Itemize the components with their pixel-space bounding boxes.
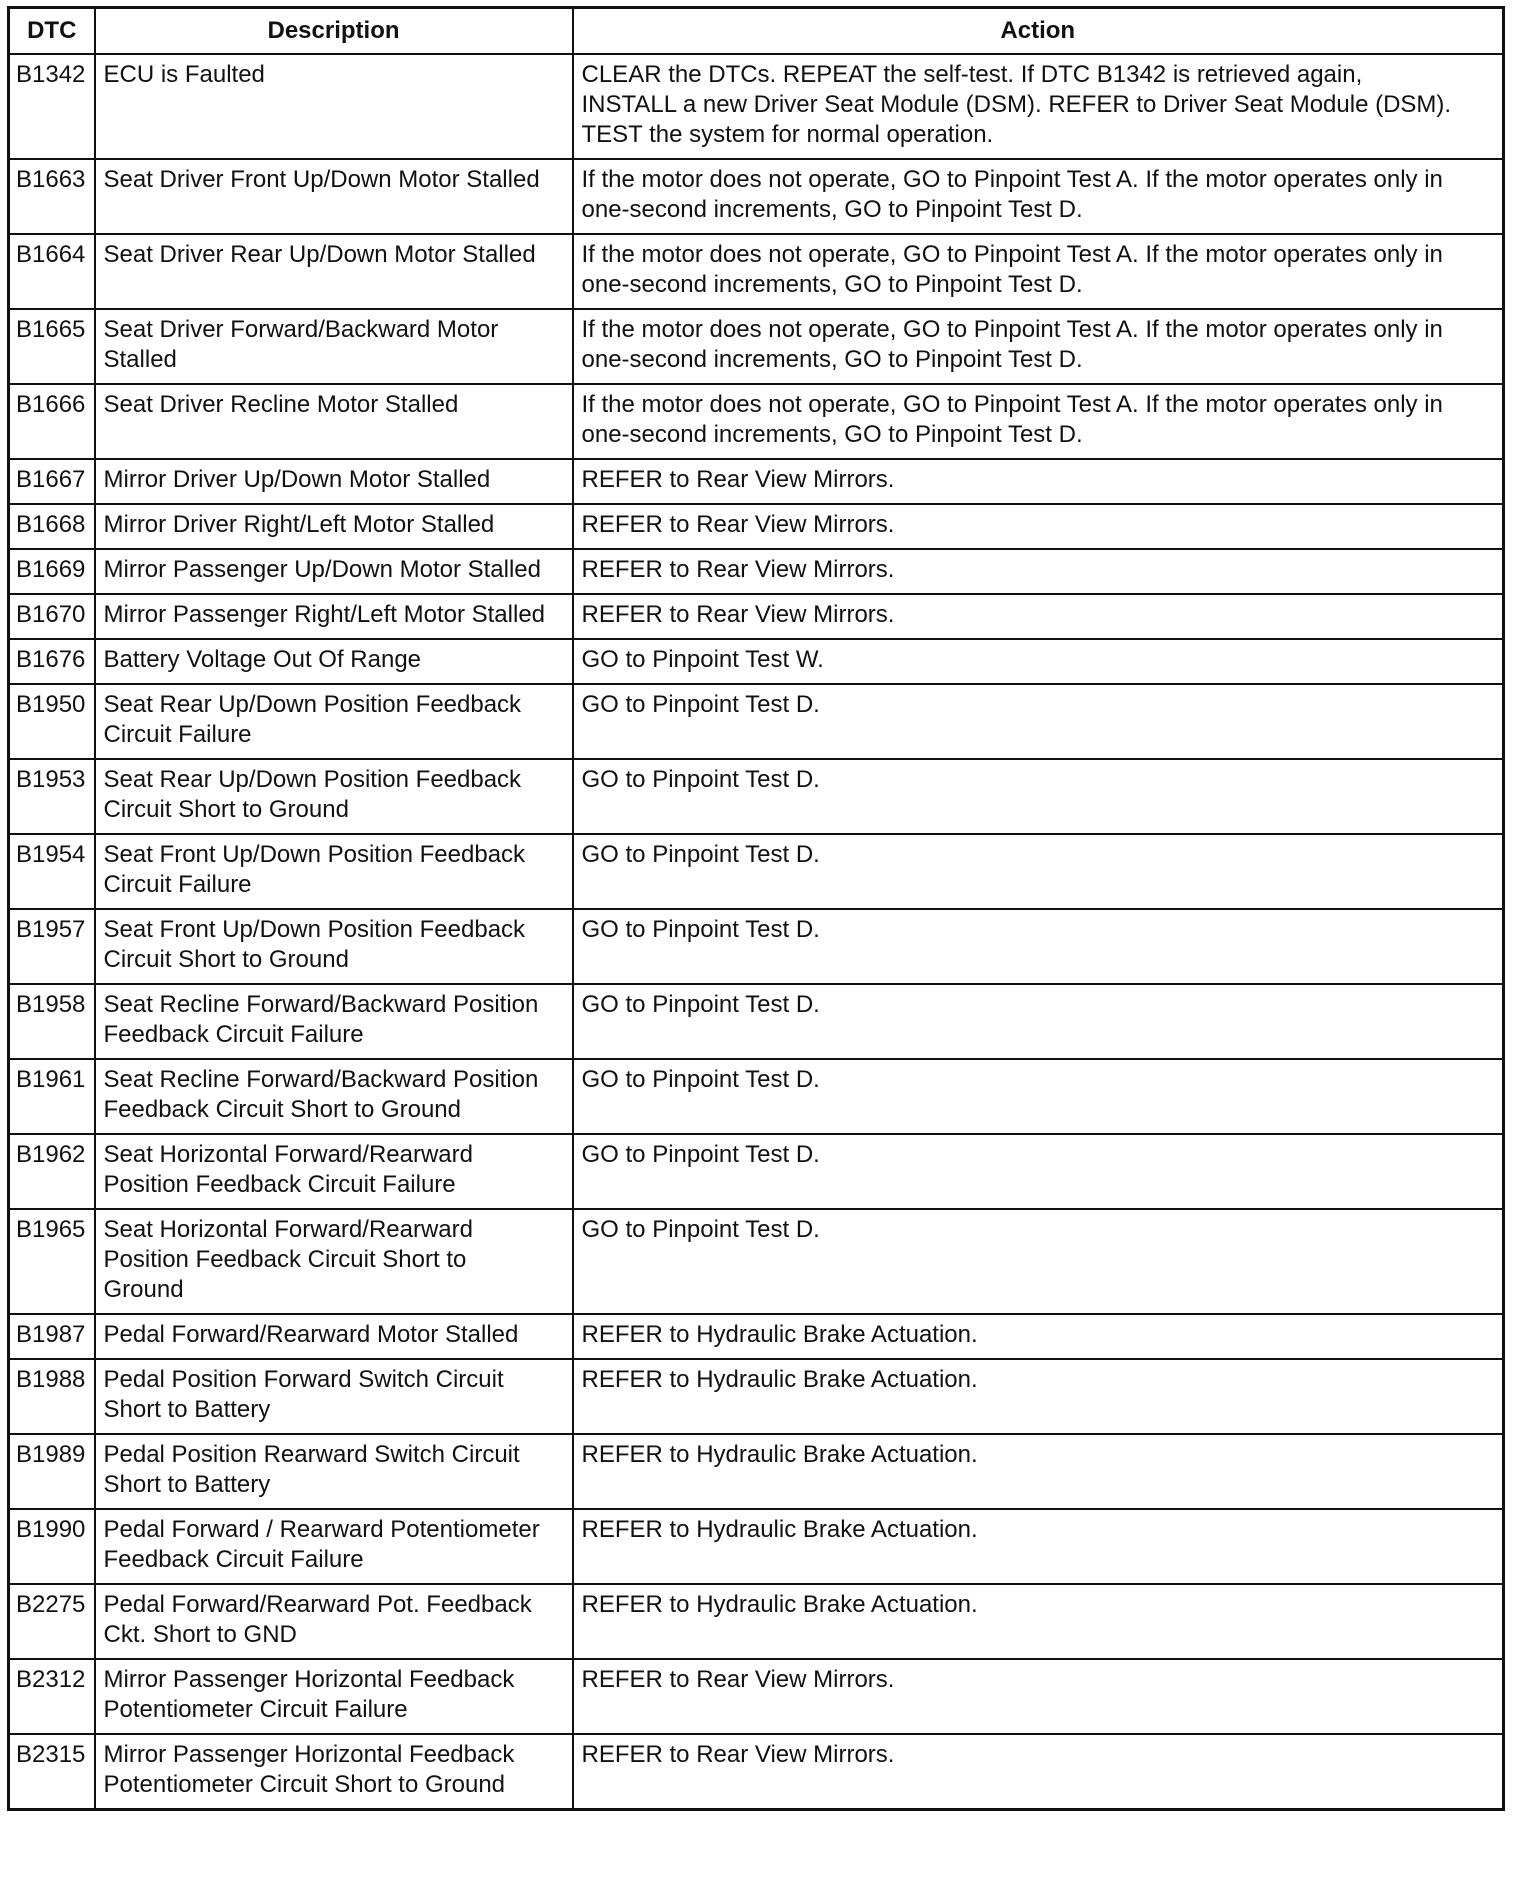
dtc-code-cell: B1669 xyxy=(9,549,95,594)
table-body xyxy=(9,54,1504,1810)
action-line: If the motor does not operate, GO to Pinpoint Test A. If the motor operates only in xyxy=(581,391,1443,418)
dtc-code-cell: B1667 xyxy=(9,459,95,504)
description-cell xyxy=(95,549,573,594)
table-row xyxy=(9,1584,1504,1659)
action-line: INSTALL a new Driver Seat Module (DSM). REFER to Driver Seat Module (DSM). xyxy=(581,91,1452,118)
table-row xyxy=(9,909,1504,984)
column-header-action: Action xyxy=(573,8,1504,55)
action-line: REFER to Rear View Mirrors. xyxy=(581,1741,895,1768)
description-line: Position Feedback Circuit Failure xyxy=(103,1171,456,1198)
action-cell xyxy=(573,984,1504,1059)
description-cell xyxy=(95,1059,573,1134)
description-line: Circuit Failure xyxy=(103,871,252,898)
action-cell xyxy=(573,1509,1504,1584)
dtc-code-cell: B1670 xyxy=(9,594,95,639)
table-row xyxy=(9,759,1504,834)
description-line: Mirror Driver Up/Down Motor Stalled xyxy=(103,466,491,493)
dtc-code-cell: B1676 xyxy=(9,639,95,684)
action-cell xyxy=(573,309,1504,384)
description-line: Pedal Forward/Rearward Pot. Feedback xyxy=(103,1591,532,1618)
dtc-code-cell: B1988 xyxy=(9,1359,95,1434)
action-cell xyxy=(573,54,1504,159)
description-line: Seat Rear Up/Down Position Feedback xyxy=(103,691,522,718)
dtc-code-cell: B2312 xyxy=(9,1659,95,1734)
action-cell xyxy=(573,1734,1504,1810)
dtc-code-cell: B1953 xyxy=(9,759,95,834)
column-header-description: Description xyxy=(95,8,573,55)
table-row xyxy=(9,309,1504,384)
description-cell xyxy=(95,1434,573,1509)
table-row xyxy=(9,384,1504,459)
description-cell xyxy=(95,594,573,639)
description-line: Seat Driver Forward/Backward Motor xyxy=(103,316,499,343)
description-line: Potentiometer Circuit Failure xyxy=(103,1696,408,1723)
description-cell xyxy=(95,1584,573,1659)
action-line: one-second increments, GO to Pinpoint Test D. xyxy=(581,421,1083,448)
description-cell xyxy=(95,759,573,834)
description-line: Seat Rear Up/Down Position Feedback xyxy=(103,766,522,793)
action-cell xyxy=(573,384,1504,459)
action-cell xyxy=(573,684,1504,759)
table-row xyxy=(9,54,1504,159)
description-line: Mirror Passenger Horizontal Feedback xyxy=(103,1666,515,1693)
description-cell xyxy=(95,54,573,159)
table-row xyxy=(9,234,1504,309)
table-row xyxy=(9,1434,1504,1509)
action-line: one-second increments, GO to Pinpoint Test D. xyxy=(581,346,1083,373)
action-line: GO to Pinpoint Test W. xyxy=(581,646,824,673)
dtc-table-container xyxy=(7,6,1502,1811)
table-header-row xyxy=(9,8,1504,55)
description-line: Seat Front Up/Down Position Feedback xyxy=(103,916,526,943)
action-line: GO to Pinpoint Test D. xyxy=(581,1216,820,1243)
description-line: Stalled xyxy=(103,346,177,373)
description-line: Seat Front Up/Down Position Feedback xyxy=(103,841,526,868)
column-header-dtc: DTC xyxy=(9,8,95,55)
dtc-code-cell: B2275 xyxy=(9,1584,95,1659)
action-line: REFER to Hydraulic Brake Actuation. xyxy=(581,1366,978,1393)
action-cell xyxy=(573,909,1504,984)
action-line: REFER to Hydraulic Brake Actuation. xyxy=(581,1321,978,1348)
description-cell xyxy=(95,984,573,1059)
table-row xyxy=(9,639,1504,684)
dtc-code-cell: B1987 xyxy=(9,1314,95,1359)
description-cell xyxy=(95,1134,573,1209)
description-line: Mirror Passenger Right/Left Motor Stalled xyxy=(103,601,546,628)
description-cell xyxy=(95,504,573,549)
dtc-code-cell: B1957 xyxy=(9,909,95,984)
description-cell xyxy=(95,1359,573,1434)
description-line: Feedback Circuit Short to Ground xyxy=(103,1096,462,1123)
description-line: Mirror Passenger Up/Down Motor Stalled xyxy=(103,556,541,583)
description-cell xyxy=(95,1734,573,1810)
action-cell xyxy=(573,639,1504,684)
description-line: ECU is Faulted xyxy=(103,61,265,88)
dtc-code-cell: B1664 xyxy=(9,234,95,309)
description-line: Seat Driver Front Up/Down Motor Stalled xyxy=(103,166,540,193)
description-cell xyxy=(95,1209,573,1314)
description-cell xyxy=(95,909,573,984)
action-cell xyxy=(573,834,1504,909)
action-cell xyxy=(573,1584,1504,1659)
description-cell xyxy=(95,159,573,234)
dtc-code-cell: B1665 xyxy=(9,309,95,384)
description-line: Feedback Circuit Failure xyxy=(103,1546,364,1573)
action-cell xyxy=(573,594,1504,639)
action-line: REFER to Hydraulic Brake Actuation. xyxy=(581,1516,978,1543)
action-cell xyxy=(573,1209,1504,1314)
dtc-code-cell: B1663 xyxy=(9,159,95,234)
action-line: REFER to Rear View Mirrors. xyxy=(581,511,895,538)
description-cell xyxy=(95,384,573,459)
table-row xyxy=(9,1059,1504,1134)
table-row xyxy=(9,159,1504,234)
description-line: Seat Recline Forward/Backward Position xyxy=(103,991,539,1018)
action-line: one-second increments, GO to Pinpoint Test D. xyxy=(581,196,1083,223)
table-row xyxy=(9,1659,1504,1734)
description-cell xyxy=(95,639,573,684)
description-line: Ckt. Short to GND xyxy=(103,1621,297,1648)
description-line: Circuit Failure xyxy=(103,721,252,748)
description-line: Position Feedback Circuit Short to xyxy=(103,1246,467,1273)
action-cell xyxy=(573,549,1504,594)
description-line: Seat Driver Rear Up/Down Motor Stalled xyxy=(103,241,536,268)
table-row xyxy=(9,1134,1504,1209)
action-line: If the motor does not operate, GO to Pinpoint Test A. If the motor operates only in xyxy=(581,166,1443,193)
dtc-code-cell: B2315 xyxy=(9,1734,95,1810)
action-line: GO to Pinpoint Test D. xyxy=(581,1066,820,1093)
action-line: If the motor does not operate, GO to Pinpoint Test A. If the motor operates only in xyxy=(581,241,1443,268)
dtc-code-cell: B1950 xyxy=(9,684,95,759)
description-line: Seat Recline Forward/Backward Position xyxy=(103,1066,539,1093)
table-row xyxy=(9,834,1504,909)
action-cell xyxy=(573,1359,1504,1434)
action-line: REFER to Hydraulic Brake Actuation. xyxy=(581,1591,978,1618)
action-cell xyxy=(573,159,1504,234)
action-line: GO to Pinpoint Test D. xyxy=(581,1141,820,1168)
action-cell xyxy=(573,759,1504,834)
description-line: Mirror Passenger Horizontal Feedback xyxy=(103,1741,515,1768)
description-line: Pedal Position Forward Switch Circuit xyxy=(103,1366,504,1393)
description-cell xyxy=(95,1659,573,1734)
description-cell xyxy=(95,1509,573,1584)
dtc-code-cell: B1989 xyxy=(9,1434,95,1509)
description-line: Circuit Short to Ground xyxy=(103,946,349,973)
description-line: Short to Battery xyxy=(103,1471,271,1498)
action-line: REFER to Rear View Mirrors. xyxy=(581,1666,895,1693)
action-line: CLEAR the DTCs. REPEAT the self-test. If DTC B1342 is retrieved again, xyxy=(581,61,1363,88)
description-line: Seat Driver Recline Motor Stalled xyxy=(103,391,459,418)
action-cell xyxy=(573,459,1504,504)
table-row xyxy=(9,1359,1504,1434)
table-row xyxy=(9,1314,1504,1359)
action-cell xyxy=(573,1134,1504,1209)
action-line: REFER to Rear View Mirrors. xyxy=(581,466,895,493)
action-line: GO to Pinpoint Test D. xyxy=(581,841,820,868)
action-line: GO to Pinpoint Test D. xyxy=(581,991,820,1018)
table-row xyxy=(9,549,1504,594)
table-row xyxy=(9,459,1504,504)
description-line: Short to Battery xyxy=(103,1396,271,1423)
description-line: Seat Horizontal Forward/Rearward xyxy=(103,1141,473,1168)
action-cell xyxy=(573,1059,1504,1134)
description-cell xyxy=(95,309,573,384)
action-cell xyxy=(573,234,1504,309)
dtc-code-cell: B1666 xyxy=(9,384,95,459)
description-cell xyxy=(95,459,573,504)
table-row xyxy=(9,984,1504,1059)
table-row xyxy=(9,1734,1504,1810)
table-row xyxy=(9,1209,1504,1314)
table-row xyxy=(9,1509,1504,1584)
action-line: one-second increments, GO to Pinpoint Test D. xyxy=(581,271,1083,298)
action-line: GO to Pinpoint Test D. xyxy=(581,916,820,943)
action-cell xyxy=(573,1659,1504,1734)
description-line: Pedal Position Rearward Switch Circuit xyxy=(103,1441,520,1468)
action-line: REFER to Hydraulic Brake Actuation. xyxy=(581,1441,978,1468)
action-line: REFER to Rear View Mirrors. xyxy=(581,601,895,628)
table-row xyxy=(9,594,1504,639)
dtc-code-cell: B1342 xyxy=(9,54,95,159)
description-cell xyxy=(95,234,573,309)
description-line: Pedal Forward / Rearward Potentiometer xyxy=(103,1516,540,1543)
description-cell xyxy=(95,684,573,759)
dtc-code-cell: B1958 xyxy=(9,984,95,1059)
action-line: GO to Pinpoint Test D. xyxy=(581,691,820,718)
table-row xyxy=(9,684,1504,759)
action-cell xyxy=(573,504,1504,549)
dtc-code-cell: B1961 xyxy=(9,1059,95,1134)
action-cell xyxy=(573,1314,1504,1359)
description-line: Pedal Forward/Rearward Motor Stalled xyxy=(103,1321,519,1348)
description-cell xyxy=(95,1314,573,1359)
description-line: Feedback Circuit Failure xyxy=(103,1021,364,1048)
dtc-code-cell: B1668 xyxy=(9,504,95,549)
action-line: GO to Pinpoint Test D. xyxy=(581,766,820,793)
dtc-code-cell: B1962 xyxy=(9,1134,95,1209)
description-cell xyxy=(95,834,573,909)
table-row xyxy=(9,504,1504,549)
action-line: TEST the system for normal operation. xyxy=(581,121,994,148)
description-line: Circuit Short to Ground xyxy=(103,796,349,823)
description-line: Battery Voltage Out Of Range xyxy=(103,646,422,673)
description-line: Potentiometer Circuit Short to Ground xyxy=(103,1771,506,1798)
action-line: REFER to Rear View Mirrors. xyxy=(581,556,895,583)
description-line: Seat Horizontal Forward/Rearward xyxy=(103,1216,473,1243)
dtc-table xyxy=(7,6,1505,1811)
description-line: Ground xyxy=(103,1276,184,1303)
description-line: Mirror Driver Right/Left Motor Stalled xyxy=(103,511,495,538)
action-line: If the motor does not operate, GO to Pinpoint Test A. If the motor operates only in xyxy=(581,316,1443,343)
dtc-code-cell: B1954 xyxy=(9,834,95,909)
action-cell xyxy=(573,1434,1504,1509)
dtc-code-cell: B1965 xyxy=(9,1209,95,1314)
dtc-code-cell: B1990 xyxy=(9,1509,95,1584)
